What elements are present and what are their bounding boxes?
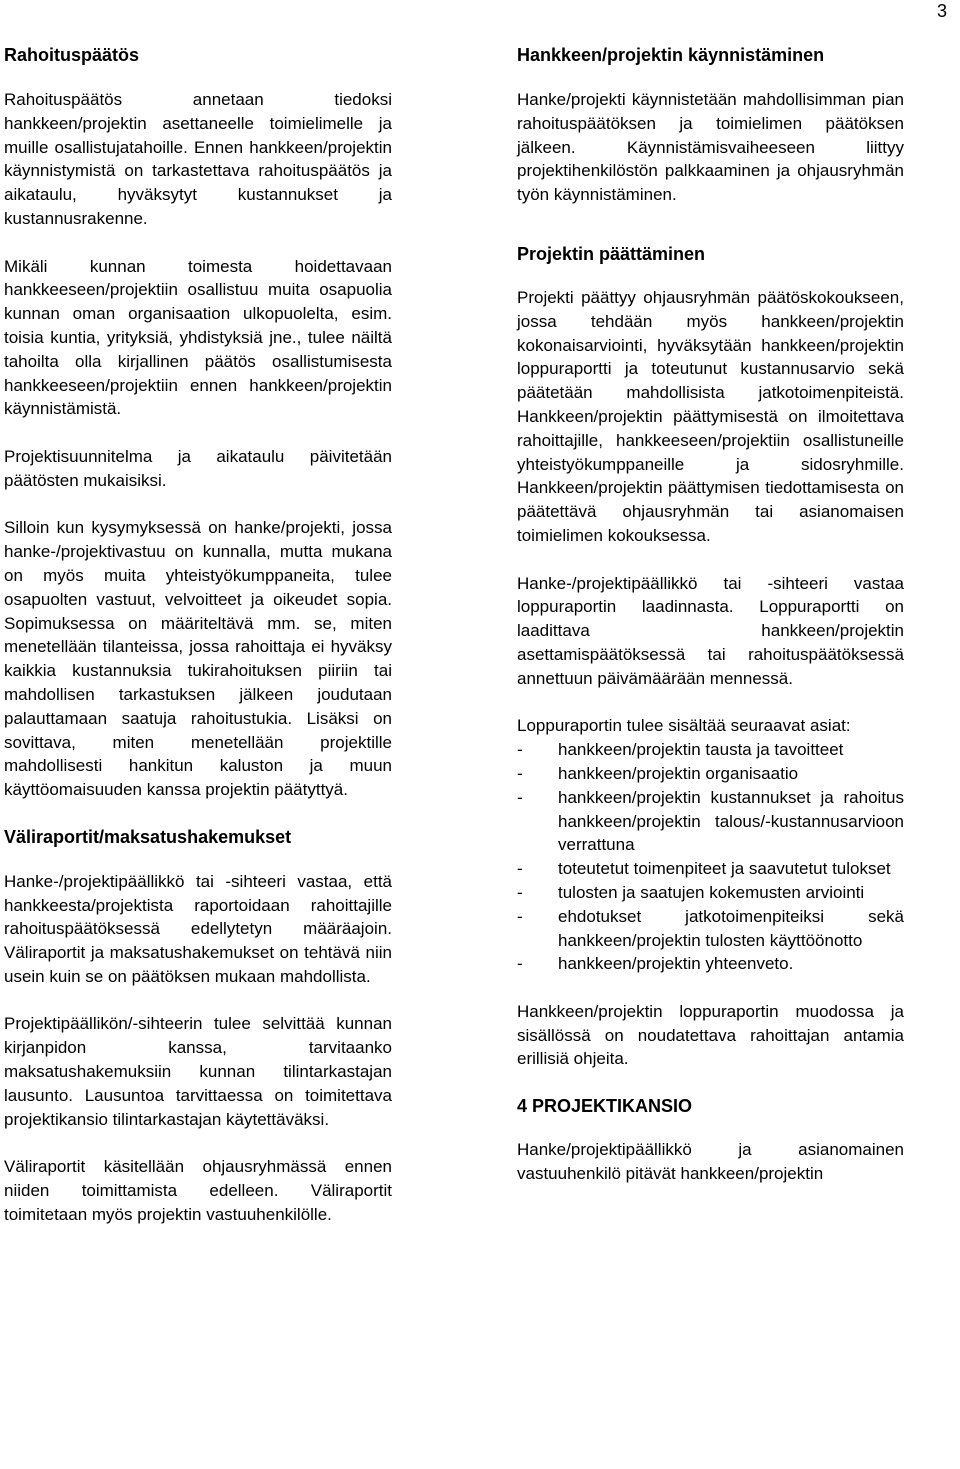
list-item [517, 786, 904, 857]
list-item [517, 762, 904, 786]
list-item-text: hankkeen/projektin kustannukset ja rahoitus hankkeen/projektin talous/-kustannusarvioon verrattuna [558, 787, 904, 855]
paragraph: Projektisuunnitelma ja aikataulu päivitetään päätösten mukaisiksi. [4, 446, 392, 490]
paragraph: Mikäli kunnan toimesta hoidettavaan hankkeeseen/projektiin osallistuu muita osapuolia kunnan oman organisaation ulkopuolelta, esim. toisia kuntia, yrityksiä, yhdistyksiä jne., tulee näiltä tahoilta olla kirjallinen päätös osallistumisesta hankkeeseen/projektiin ennen hankkeen/projektin käynnistämistä. [4, 256, 392, 419]
list-item-text: hankkeen/projektin tausta ja tavoitteet [558, 740, 844, 760]
list-dash: - [517, 954, 523, 974]
list-dash: - [517, 763, 523, 783]
paragraph: Hanke-/projektipäällikkö tai -sihteeri vastaa loppuraportin laadinnasta. Loppuraportti on laadittava hankkeen/projektin asettamispäätöksessä tai rahoituspäätöksessä annettuun päivämäärään mennessä. [517, 573, 904, 688]
section-heading-projektikansio: 4 PROJEKTIKANSIO [517, 1096, 693, 1117]
paragraph: Rahoituspäätös annetaan tiedoksi hankkeen/projektin asettaneelle toimielimelle ja muille osallistujatahoille. Ennen hankkeen/projektin käynnistymistä on tarkastettava rahoituspäätös ja aikataulu, hyväksytyt kustannukset ja kustannusrakenne. [4, 90, 392, 228]
list-dash: - [517, 740, 523, 760]
list-dash: - [517, 787, 523, 807]
paragraph: Projekti päättyy ohjausryhmän päätöskokoukseen, jossa tehdään myös hankkeen/projektin kokonaisarviointi, hyväksytään hankkeen/projektin loppuraportti ja toteutunut kustannusarvio sekä päätetään mahdollisista jatkotoimenpiteistä. Hankkeen/projektin päättymisestä on ilmoitettava rahoittajille, hankkeeseen/projektiin osallistuneille yhteistyökumppaneille ja sidosryhmille. Hankkeen/projektin päättymisen tiedottamisesta on päätettävä ohjausryhmän tai asianomaisen toimielimen kokouksessa. [517, 287, 904, 545]
list-item [517, 952, 904, 976]
section-heading-kaynnistaminen: Hankkeen/projektin käynnistäminen [517, 45, 825, 65]
section-heading-paattaminen: Projektin päättäminen [517, 243, 706, 264]
list-item-text: tulosten ja saatujen kokemusten arviointi [558, 882, 865, 902]
paragraph: Hanke/projekti käynnistetään mahdollisimman pian rahoituspäätöksen ja toimielimen päätöksen jälkeen. Käynnistämisvaiheeseen liittyy projektihenkilöstön palkkaaminen ja ohjausryhmän työn käynnistäminen. [517, 90, 904, 205]
paragraph: Silloin kun kysymyksessä on hanke/projekti, jossa hanke-/projektivastuu on kunnalla, mutta mukana on myös muita yhteistyökumppaneita, tulee osapuolten vastuut, velvoitteet ja oikeudet sopia. Sopimuksessa on määriteltävä mm. se, miten menetellään tilanteissa, jossa rahoittaja ei hyväksy kaikkia kustannuksia tukirahoituksen piiriin tai mahdollisen tarkastuksen jälkeen joudutaan palauttamaan saatuja rahoitustukia. Lisäksi on sovittava, miten menetellään projektille mahdollisesti hankitun kaluston ja muun käyttöomaisuuden kanssa projektin päätyttyä. [4, 518, 392, 800]
list-item-text: toteutetut toimenpiteet ja saavutetut tulokset [558, 859, 891, 879]
report-contents-list [517, 738, 904, 976]
list-item [517, 905, 904, 953]
section-heading-rahoituspaatos: Rahoituspäätös [4, 45, 140, 65]
list-item-text: hankkeen/projektin yhteenveto. [558, 954, 794, 974]
list-item [517, 857, 904, 881]
list-item [517, 881, 904, 905]
paragraph: Projektipäällikön/-sihteerin tulee selvittää kunnan kirjanpidon kanssa, tarvitaanko maksatushakemuksiin kunnan tilintarkastajan lausunto. Lausuntoa tarvittaessa on toimitettava projektikansio tilintarkastajan käytettäväksi. [4, 1014, 392, 1129]
list-item-text: hankkeen/projektin organisaatio [558, 763, 799, 783]
paragraph: Hanke-/projektipäällikkö tai -sihteeri vastaa, että hankkeesta/projektista raportoidaan rahoittajille rahoituspäätöksessä edellytetyn määräajoin. Väliraportit ja maksatushakemukset on tehtävä niin usein kuin se on päätöksen mukaan mahdollista. [4, 871, 392, 986]
list-dash: - [517, 906, 523, 926]
left-column [4, 40, 392, 1250]
list-item-text: ehdotukset jatkotoimenpiteiksi sekä hankkeen/projektin tulosten käyttöönotto [558, 906, 904, 950]
paragraph: Hanke/projektipäällikkö ja asianomainen vastuuhenkilö pitävät hankkeen/projektin [517, 1140, 904, 1183]
section-heading-valiraportit: Väliraportit/maksatushakemukset [4, 826, 292, 847]
list-dash: - [517, 882, 523, 902]
right-column [517, 40, 904, 1209]
list-intro: Loppuraportin tulee sisältää seuraavat asiat: [517, 716, 851, 736]
list-item [517, 738, 904, 762]
list-dash: - [517, 859, 523, 879]
page-number: 3 [937, 1, 948, 21]
paragraph: Väliraportit käsitellään ohjausryhmässä ennen niiden toimittamista edelleen. Väliraportit toimitetaan myös projektin vastuuhenkilölle. [4, 1157, 392, 1224]
paragraph: Hankkeen/projektin loppuraportin muodossa ja sisällössä on noudatettava rahoittajan antamia erillisiä ohjeita. [517, 1001, 904, 1069]
